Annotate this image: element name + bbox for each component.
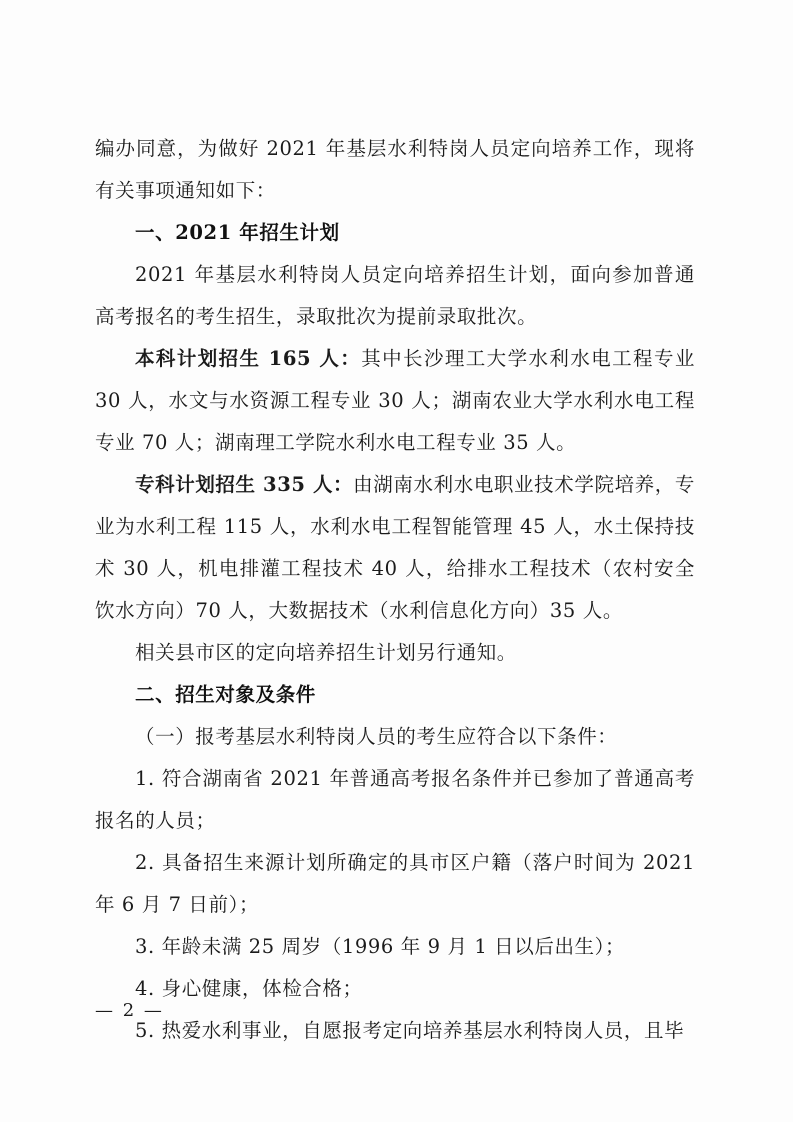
paragraph-eligibility-intro: （一）报考基层水利特岗人员的考生应符合以下条件：: [135, 725, 618, 748]
paragraph-plan-overview: 2021 年基层水利特岗人员定向培养招生计划，面向参加普通高考报名的考生招生，录取批次为提前录取批次。: [95, 263, 695, 328]
paragraph-county-notice: 相关县市区的定向培养招生计划另行通知。: [135, 641, 517, 664]
page-number: — 2 —: [95, 1000, 164, 1021]
paragraph-condition-5: 5. 热爱水利事业，自愿报考定向培养基层水利特岗人员，且毕: [135, 1019, 685, 1042]
college-plan-lead: 专科计划招生 335 人：: [135, 473, 354, 496]
document-body: [95, 128, 695, 1052]
paragraph-undergraduate-plan: [95, 338, 695, 464]
paragraph-condition-1: 1. 符合湖南省 2021 年普通高考报名条件并已参加了普通高考报名的人员；: [95, 767, 695, 832]
section-heading-eligibility: 二、招生对象及条件: [135, 683, 316, 706]
undergraduate-plan-text: 其中长沙理工大学水利水电工程专业 30 人，水文与水资源工程专业 30 人；湖南农业大学水利水电工程专业 70 人；湖南理工学院水利水电工程专业 35 人。: [95, 347, 695, 454]
paragraph-condition-2: 2. 具备招生来源计划所确定的具市区户籍（落户时间为 2021 年 6 月 7 日前）；: [95, 851, 695, 916]
paragraph-condition-3: 3. 年龄未满 25 周岁（1996 年 9 月 1 日以后出生）；: [135, 935, 626, 958]
undergraduate-plan-lead: 本科计划招生 165 人：: [135, 347, 362, 370]
paragraph-continuation: 编办同意，为做好 2021 年基层水利特岗人员定向培养工作，现将有关事项通知如下：: [95, 137, 695, 202]
section-heading-enrollment-plan: 一、2021 年招生计划: [135, 221, 340, 244]
paragraph-college-plan: [95, 464, 695, 632]
college-plan-text: 由湖南水利水电职业技术学院培养，专业为水利工程 115 人，水利水电工程智能管理 45 人，水土保持技术 30 人，机电排灌工程技术 40 人，给排水工程技术（农村安全饮水方向）70 人，大数据技术（水利信息化方向）35 人。: [95, 473, 695, 622]
paragraph-condition-4: 4. 身心健康，体检合格；: [135, 977, 363, 1000]
